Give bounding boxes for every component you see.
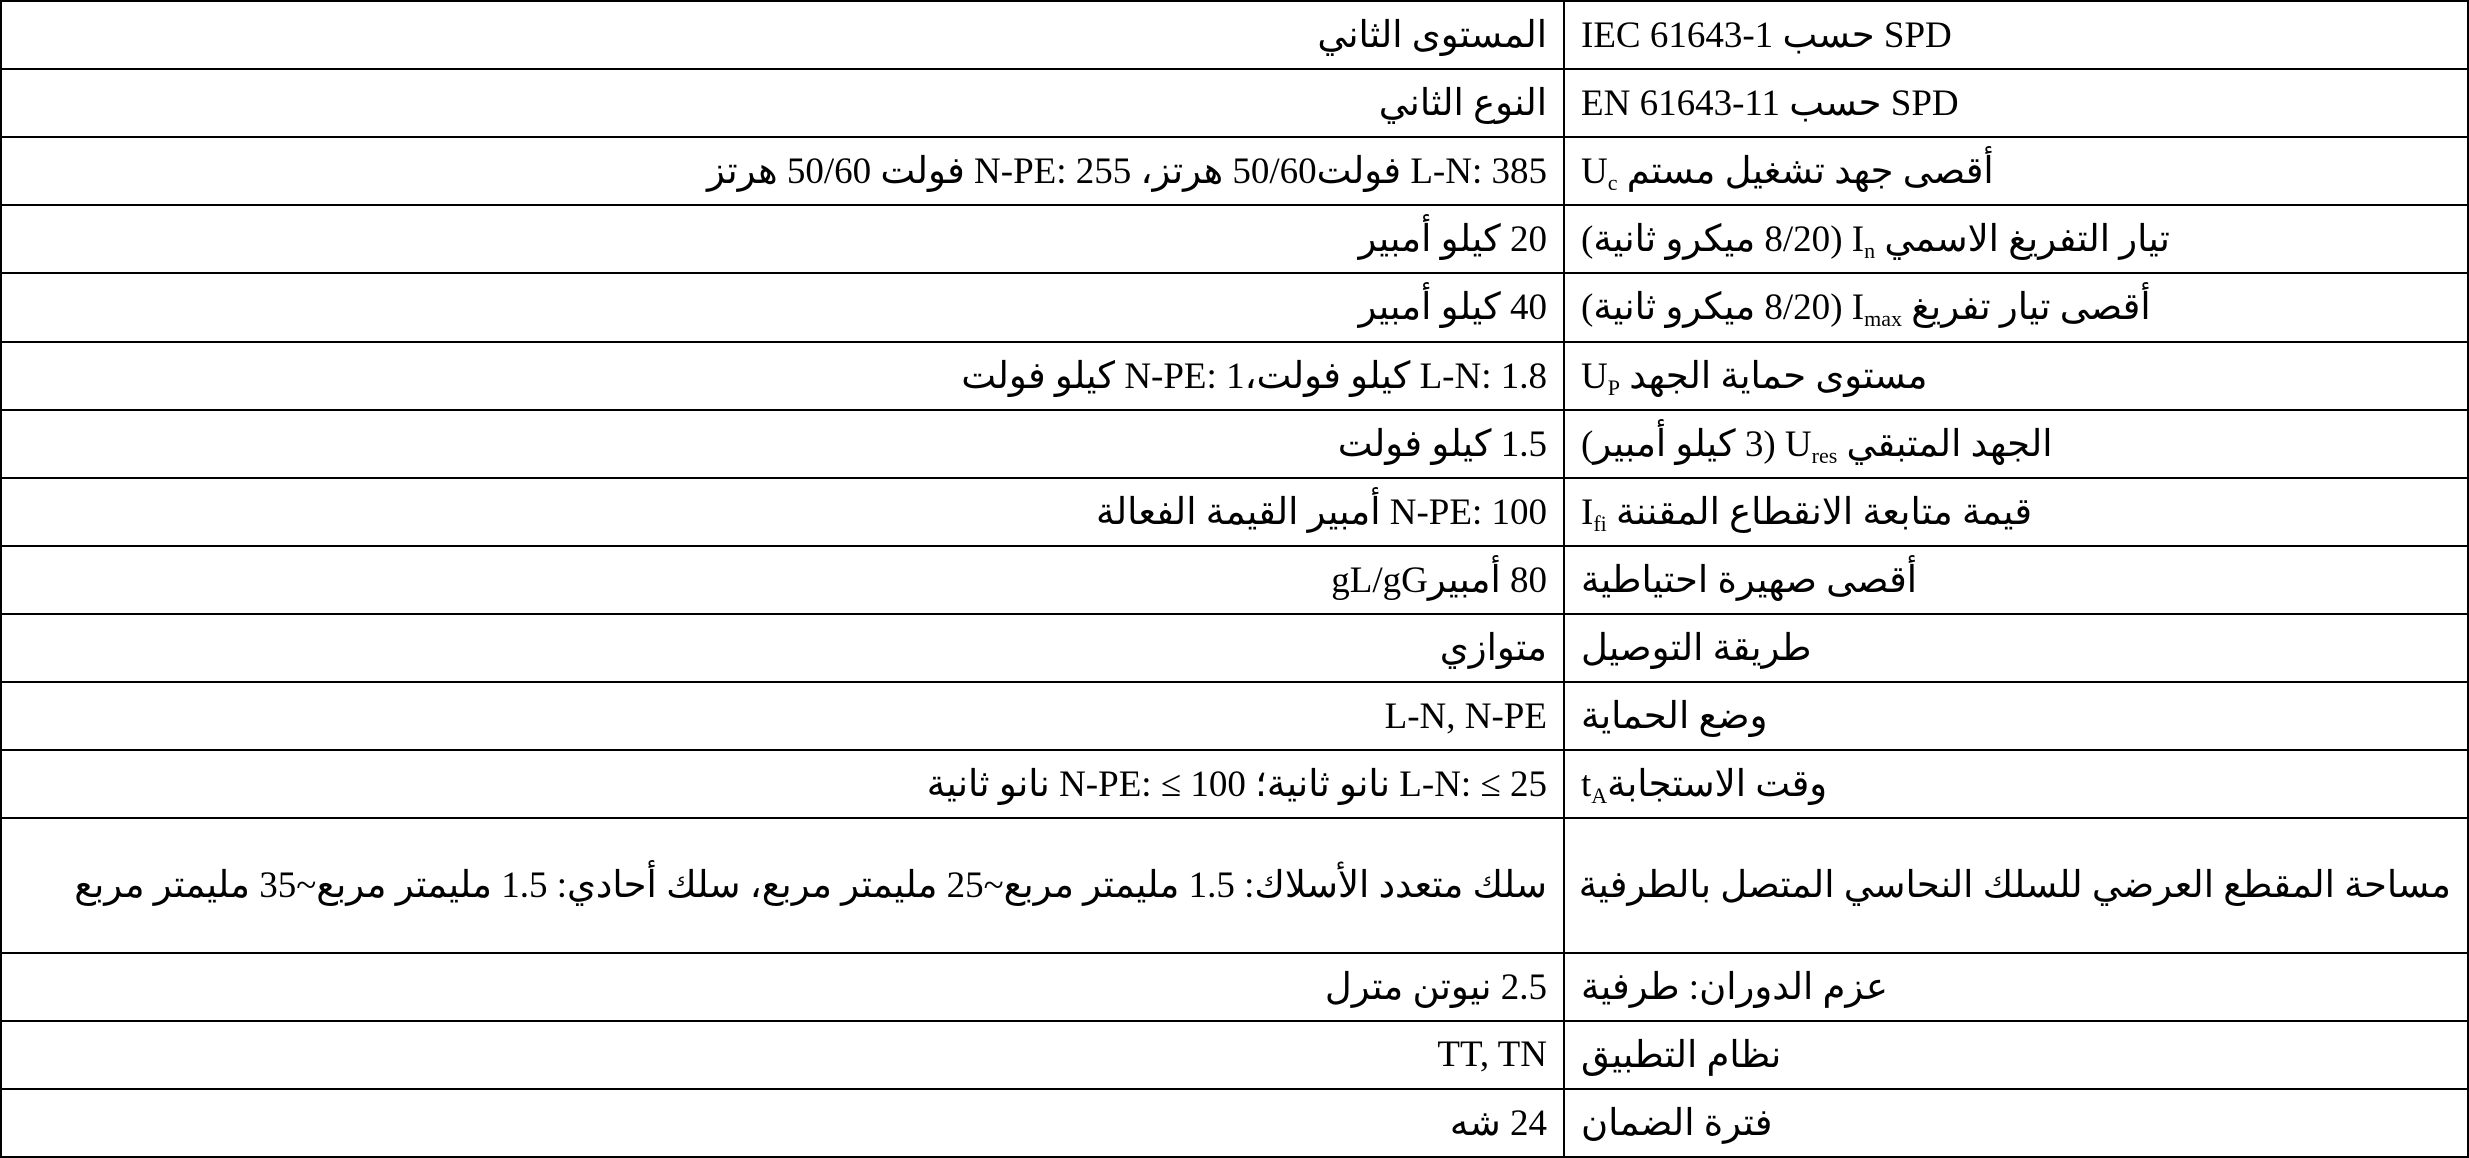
parameter-cell xyxy=(1564,682,2468,750)
parameter-label: الجهد المتبقي U xyxy=(1784,423,2053,465)
parameter-cell xyxy=(1564,1021,2468,1089)
parameter-cell xyxy=(1564,137,2468,205)
parameter-cell xyxy=(1564,750,2468,818)
table-row xyxy=(1,750,2468,818)
value-cell: L-N: 385 فولت50/60 هرتز، N-PE: 255 فولت 50/60 هرتز xyxy=(1,137,1564,205)
value-cell: متوازي xyxy=(1,614,1564,682)
table-row xyxy=(1,69,2468,137)
table-row xyxy=(1,205,2468,273)
parameter-subscript: c xyxy=(1607,170,1618,196)
parameter-suffix: (8/20 ميكرو ثانية) xyxy=(1581,219,1852,261)
table-row xyxy=(1,137,2468,205)
parameter-label: مساحة المقطع العرضي للسلك النحاسي المتصل بالطرفية xyxy=(1578,864,2451,906)
table-row xyxy=(1,1089,2468,1157)
table-row xyxy=(1,614,2468,682)
parameter-label: مستوى حماية الجهد U xyxy=(1581,355,1928,397)
value-cell: 1.5 كيلو فولت xyxy=(1,410,1564,478)
parameter-label: SPD حسب IEC 61643-1 xyxy=(1581,15,1952,57)
parameter-cell xyxy=(1564,1,2468,69)
parameter-label: تيار التفريغ الاسمي I xyxy=(1851,219,2170,261)
parameter-subscript: fi xyxy=(1593,510,1607,536)
value-cell: N-PE: 100 أمبير القيمة الفعالة xyxy=(1,478,1564,546)
parameter-label: وضع الحماية xyxy=(1581,696,1768,738)
parameter-label: SPD حسب EN 61643-11 xyxy=(1581,83,1959,125)
table-row xyxy=(1,1021,2468,1089)
value-cell: 80 أمبيرgL/gG xyxy=(1,546,1564,614)
parameter-cell xyxy=(1564,614,2468,682)
parameter-subscript: P xyxy=(1607,374,1620,400)
value-cell: TT, TN xyxy=(1,1021,1564,1089)
parameter-cell xyxy=(1564,205,2468,273)
parameter-cell xyxy=(1564,478,2468,546)
parameter-cell xyxy=(1564,1089,2468,1157)
value-cell: L-N, N-PE xyxy=(1,682,1564,750)
parameter-cell xyxy=(1564,69,2468,137)
parameter-label: عزم الدوران: طرفية xyxy=(1581,966,1888,1008)
parameter-cell xyxy=(1564,410,2468,478)
table-row xyxy=(1,1,2468,69)
parameter-cell xyxy=(1564,953,2468,1021)
value-cell: المستوى الثاني xyxy=(1,1,1564,69)
parameter-cell xyxy=(1564,273,2468,341)
table-row xyxy=(1,818,2468,952)
parameter-label: قيمة متابعة الانقطاع المقننة I xyxy=(1581,491,2033,533)
parameter-cell xyxy=(1564,546,2468,614)
parameter-label: نظام التطبيق xyxy=(1581,1034,1782,1076)
parameter-suffix: (8/20 ميكرو ثانية) xyxy=(1581,287,1852,329)
table-row xyxy=(1,682,2468,750)
parameter-label: أقصى جهد تشغيل مستم U xyxy=(1581,151,1994,193)
parameter-suffix: (3 كيلو أمبير) xyxy=(1581,423,1785,465)
table-row xyxy=(1,953,2468,1021)
value-cell: 2.5 نيوتن مترل xyxy=(1,953,1564,1021)
parameter-subscript: max xyxy=(1864,306,1902,332)
table-row xyxy=(1,478,2468,546)
table-row xyxy=(1,546,2468,614)
parameter-subscript: res xyxy=(1811,442,1838,468)
value-cell: 24 شه xyxy=(1,1089,1564,1157)
table-row xyxy=(1,273,2468,341)
parameter-cell xyxy=(1564,818,2468,952)
parameter-label: وقت الاستجابةt xyxy=(1581,764,1828,806)
parameter-label: أقصى تيار تفريغ I xyxy=(1851,287,2151,329)
parameter-label: أقصى صهيرة احتياطية xyxy=(1581,559,1918,601)
value-cell: سلك متعدد الأسلاك: 1.5 مليمتر مربع~25 مليمتر مربع، سلك أحادي: 1.5 مليمتر مربع~35 مليمتر مربع xyxy=(1,818,1564,952)
value-cell: 20 كيلو أمبير xyxy=(1,205,1564,273)
table-row xyxy=(1,410,2468,478)
value-cell: L-N: ≤ 25 نانو ثانية؛ N-PE: ≤ 100 نانو ثانية xyxy=(1,750,1564,818)
table-row xyxy=(1,342,2468,410)
value-cell: 40 كيلو أمبير xyxy=(1,273,1564,341)
value-cell: L-N: 1.8 كيلو فولت،N-PE: 1 كيلو فولت xyxy=(1,342,1564,410)
value-cell: النوع الثاني xyxy=(1,69,1564,137)
parameter-subscript: A xyxy=(1591,783,1608,809)
parameter-cell xyxy=(1564,342,2468,410)
parameter-label: فترة الضمان xyxy=(1581,1102,1773,1144)
parameter-label: طريقة التوصيل xyxy=(1581,628,1812,670)
parameter-subscript: n xyxy=(1864,238,1876,264)
